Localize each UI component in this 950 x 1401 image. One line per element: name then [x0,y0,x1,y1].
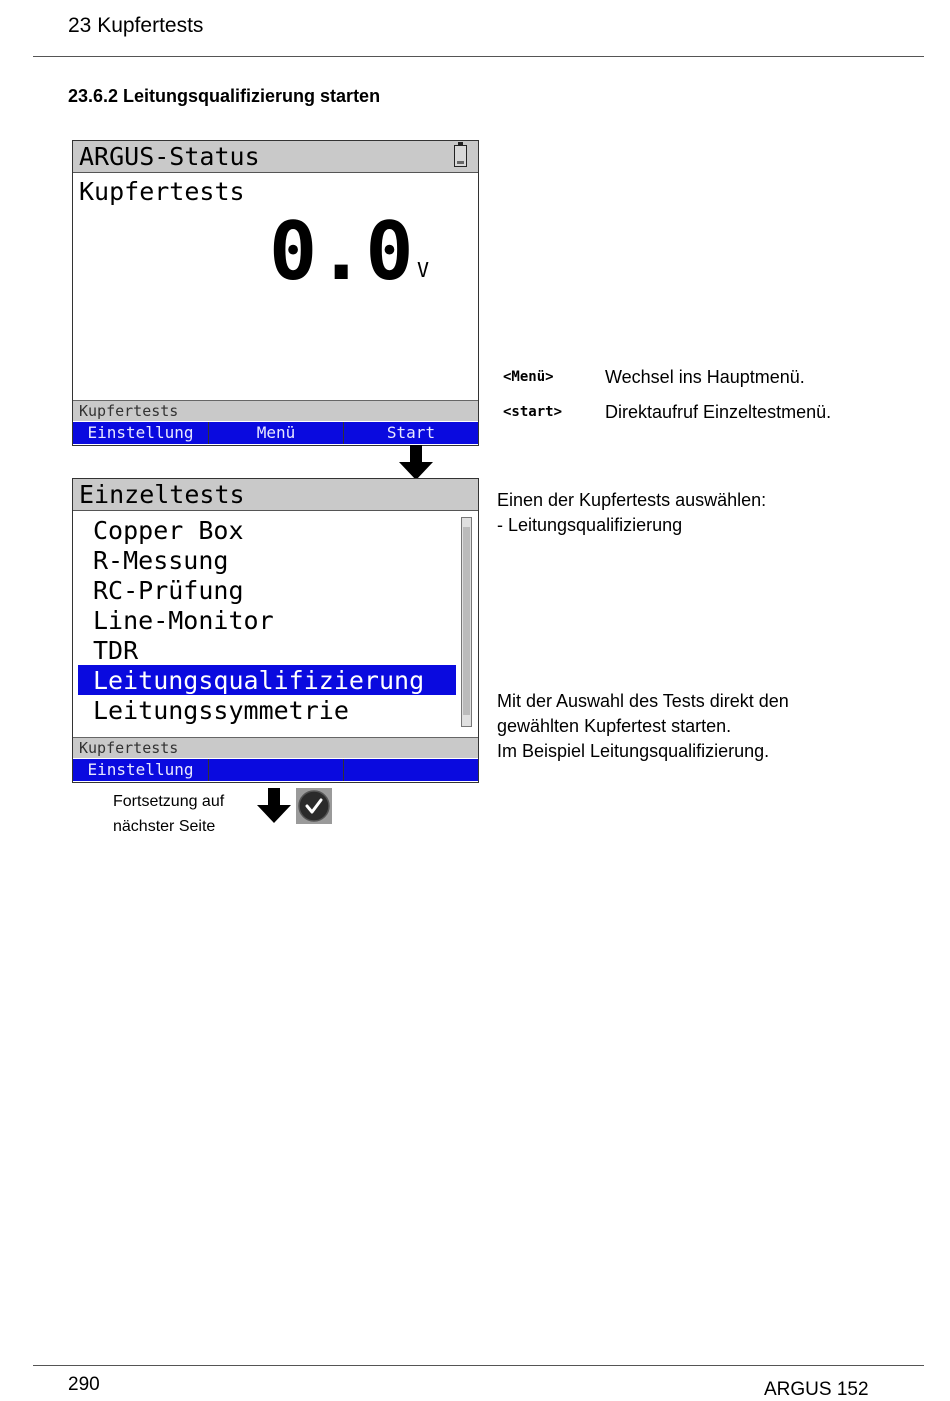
chapter-title: 23 Kupfertests [68,14,204,37]
menu-item-r-messung[interactable]: R-Messung [93,546,229,575]
down-arrow-icon [257,788,291,823]
down-arrow-icon [399,445,433,480]
softkey-menu[interactable]: Menü [209,422,344,444]
product-name: ARGUS 152 [764,1379,869,1400]
menu-item-line-monitor[interactable]: Line-Monitor [93,606,274,635]
battery-icon [454,145,467,167]
menu-item-tdr[interactable]: TDR [93,636,139,665]
continuation-line1: Fortsetzung auf [113,793,225,810]
screen-title: Einzeltests [79,480,245,509]
softkey-einstellung[interactable]: Einstellung [73,422,209,444]
status-bar [73,400,478,421]
screen-subtitle: Kupfertests [79,177,245,206]
start-note-line3: Im Beispiel Leitungsqualifizierung. [497,741,770,761]
softkey-right[interactable] [344,759,478,781]
continuation-line2: nächster Seite [113,818,216,835]
status-bar-text: Kupfertests [79,739,179,757]
voltage-unit: V [417,258,430,282]
menu-item-copper-box[interactable]: Copper Box [93,516,244,545]
page-number: 290 [68,1374,100,1395]
scrollbar-thumb[interactable] [463,527,470,715]
menu-item-rc-pruefung[interactable]: RC-Prüfung [93,576,244,605]
softkey-middle[interactable] [209,759,344,781]
screen-title-bar [73,479,478,511]
key-menu-description: Wechsel ins Hauptmenü. [605,367,805,387]
softkey-bar [73,759,478,781]
select-note-line1: Einen der Kupfertests auswählen: [497,490,767,510]
status-bar [73,737,478,758]
menu-item-leitungssymmetrie[interactable]: Leitungssymmetrie [93,696,349,725]
scrollbar[interactable] [461,517,472,727]
start-note-line1: Mit der Auswahl des Tests direkt den [497,691,789,711]
header-rule [33,56,924,57]
softkey-bar [73,422,478,444]
status-bar-text: Kupfertests [79,402,179,420]
checkmark-ok-icon [296,788,332,824]
menu-item-leitungsqualifizierung[interactable]: Leitungsqualifizierung [93,666,425,695]
key-start: <start> [503,404,563,420]
screen-title-bar [73,141,478,173]
voltage-value: 0.0 [269,205,414,298]
key-menu: <Menü> [503,369,554,385]
select-note-line2: - Leitungsqualifizierung [497,515,683,535]
key-start-description: Direktaufruf Einzeltestmenü. [605,402,832,422]
screen-title: ARGUS-Status [79,142,260,171]
einzeltests-screen [72,478,479,783]
footer-rule [33,1365,924,1366]
start-note-line2: gewählten Kupfertest starten. [497,716,732,736]
section-heading: 23.6.2 Leitungsqualifizierung starten [68,86,381,106]
argus-status-screen [72,140,479,446]
softkey-start[interactable]: Start [386,423,436,442]
softkey-einstellung[interactable]: Einstellung [73,759,209,781]
